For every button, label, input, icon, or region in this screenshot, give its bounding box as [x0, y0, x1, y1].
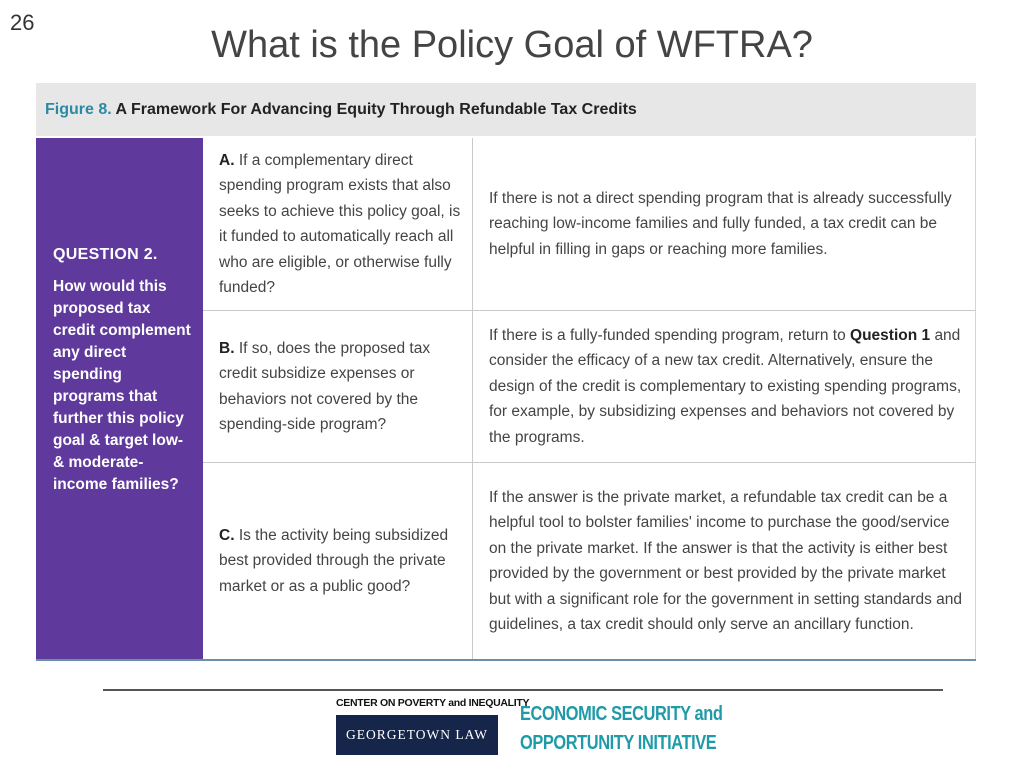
- row-c-question-text: Is the activity being subsidized best provided through the private market or as a public good?: [219, 526, 449, 595]
- row-a-question: [203, 138, 473, 310]
- row-c-answer: [473, 463, 976, 659]
- row-a-answer-text: If there is not a direct spending program that is already successfully reaching low-income families and fully funded, a tax credit can be helpful in filling in gaps or reaching more families.: [489, 189, 952, 258]
- slide-number: 26: [10, 10, 35, 35]
- row-b-answer: [473, 311, 976, 462]
- esoi-line-2: OPPORTUNITY INITIATIVE: [520, 732, 717, 754]
- slide-title: What is the Policy Goal of WFTRA?: [211, 24, 813, 66]
- framework-table: [36, 138, 976, 661]
- row-b-answer-pre: If there is a fully-funded spending program, return to: [489, 326, 846, 344]
- row-c-letter: C.: [219, 526, 235, 544]
- figure-title: A Framework For Advancing Equity Through Refundable Tax Credits: [115, 101, 637, 118]
- footer-divider: [103, 689, 943, 691]
- row-b-letter: B.: [219, 339, 235, 357]
- georgetown-law-badge: GEORGETOWN LAW: [336, 715, 498, 755]
- framework-row-c: [203, 463, 976, 659]
- row-b-answer-post: and consider the efficacy of a new tax credit. Alternatively, ensure the design of the credit is complementary to existing spending programs, for example, by subsidizing expenses and behaviors not covered by the programs.: [489, 326, 962, 446]
- esoi-line-1: ECONOMIC SECURITY and: [520, 703, 723, 725]
- question-title: QUESTION 2.: [53, 246, 158, 263]
- figure-header: [36, 83, 976, 136]
- framework-row-b: [203, 311, 976, 463]
- framework-rows: [203, 138, 976, 659]
- question-panel: [36, 138, 203, 659]
- row-b-answer-bold: Question 1: [850, 326, 931, 344]
- row-b-question: [203, 311, 473, 462]
- georgetown-logo: [336, 697, 530, 755]
- row-a-question-text: If a complementary direct spending program exists that also seeks to achieve this policy goal, is it funded to automatically reach all who are eligible, or otherwise fully funded?: [219, 151, 461, 296]
- framework-row-a: [203, 138, 976, 311]
- figure-label: Figure 8.: [45, 101, 112, 118]
- center-on-poverty-text: CENTER ON POVERTY and INEQUALITY: [336, 697, 530, 709]
- row-c-answer-text: If the answer is the private market, a refundable tax credit can be a helpful tool to bolster families' income to purchase the good/service on the private market. If the answer is that the activity is either best provided by the government or best provided by the private market but with a significant role for the government in setting standards and guidelines, a tax credit should only serve an ancillary function.: [489, 488, 963, 633]
- row-a-letter: A.: [219, 151, 235, 169]
- esoi-logo: [520, 700, 722, 758]
- row-c-question: [203, 463, 473, 659]
- row-a-answer: [473, 138, 976, 310]
- question-text: How would this proposed tax credit complement any direct spending programs that further this policy goal & target low- & moderate-income families?: [53, 278, 191, 493]
- row-b-question-text: If so, does the proposed tax credit subsidize expenses or behaviors not covered by the spending-side program?: [219, 339, 431, 433]
